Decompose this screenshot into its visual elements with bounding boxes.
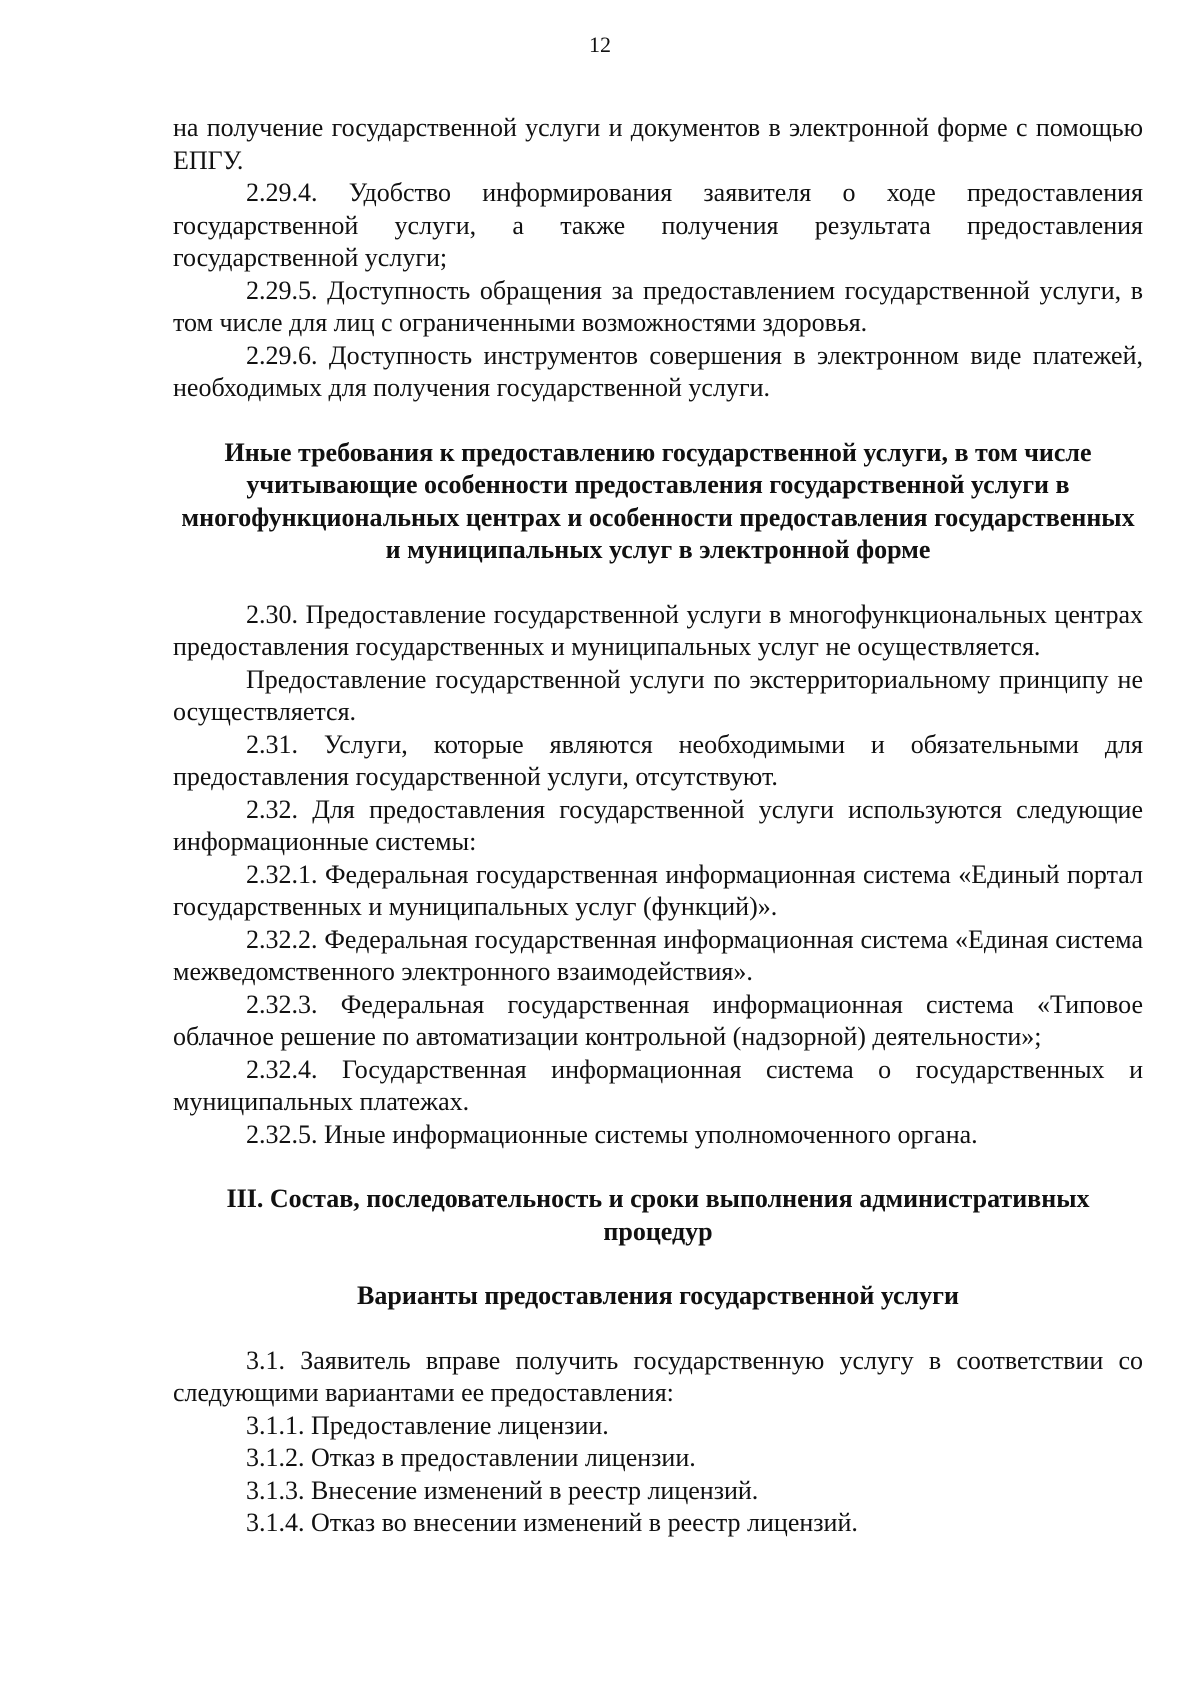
- paragraph-2-32-5: 2.32.5. Иные информационные системы уполномоченного органа.: [246, 1119, 978, 1149]
- paragraph-2-29-5: 2.29.5. Доступность обращения за предоставлением государственной услуги, в том числе для лиц с ограниченными возможностями здоровья.: [173, 275, 1143, 337]
- document-body: [173, 112, 1143, 1540]
- heading-variants: Варианты предоставления государственной услуги: [357, 1281, 959, 1310]
- paragraph-2-32-3: 2.32.3. Федеральная государственная информационная система «Типовое облачное решение по автоматизации контрольной (надзорной) деятельности»;: [173, 989, 1143, 1051]
- paragraph-2-31: 2.31. Услуги, которые являются необходимыми и обязательными для предоставления государственной услуги, отсутствуют.: [173, 729, 1143, 791]
- paragraph-3-1-1: 3.1.1. Предоставление лицензии.: [246, 1410, 609, 1440]
- paragraph-2-30: 2.30. Предоставление государственной услуги в многофункциональных центрах предоставления государственных и муниципальных услуг не осуществляется.: [173, 599, 1143, 661]
- heading-section-iii: III. Состав, последовательность и сроки выполнения административных процедур: [226, 1184, 1090, 1246]
- paragraph-2-32-4: 2.32.4. Государственная информационная система о государственных и муниципальных платежах.: [173, 1054, 1143, 1116]
- paragraph-3-1-3: 3.1.3. Внесение изменений в реестр лицензий.: [246, 1475, 759, 1505]
- paragraph-3-1-4: 3.1.4. Отказ во внесении изменений в реестр лицензий.: [246, 1508, 858, 1537]
- heading-other-requirements: Иные требования к предоставлению государственной услуги, в том числе учитывающие особенности предоставления государственной услуги в многофункциональных центрах и особенности предоставления государственных и муниципальных услуг в электронной форме: [181, 437, 1135, 564]
- paragraph-2-29-4: 2.29.4. Удобство информирования заявителя о ходе предоставления государственной услуги, а также получения результата предоставления государственной услуги;: [173, 178, 1143, 272]
- paragraph-extraterritorial: Предоставление государственной услуги по экстерриториальному принципу не осуществляется.: [173, 664, 1143, 726]
- paragraph-2-32-2: 2.32.2. Федеральная государственная информационная система «Единая система межведомственного электронного взаимодействия».: [173, 924, 1143, 986]
- paragraph-continuation: на получение государственной услуги и документов в электронной форме с помощью ЕПГУ.: [173, 113, 1143, 175]
- paragraph-2-29-6: 2.29.6. Доступность инструментов совершения в электронном виде платежей, необходимых для получения государственной услуги.: [173, 340, 1143, 402]
- paragraph-3-1-2: 3.1.2. Отказ в предоставлении лицензии.: [246, 1443, 696, 1472]
- paragraph-2-32: 2.32. Для предоставления государственной услуги используются следующие информационные системы:: [173, 794, 1143, 856]
- page-number: 12: [589, 32, 611, 57]
- paragraph-3-1: 3.1. Заявитель вправе получить государственную услугу в соответствии со следующими вариантами ее предоставления:: [173, 1345, 1143, 1407]
- paragraph-2-32-1: 2.32.1. Федеральная государственная информационная система «Единый портал государственных и муниципальных услуг (функций)».: [173, 859, 1143, 921]
